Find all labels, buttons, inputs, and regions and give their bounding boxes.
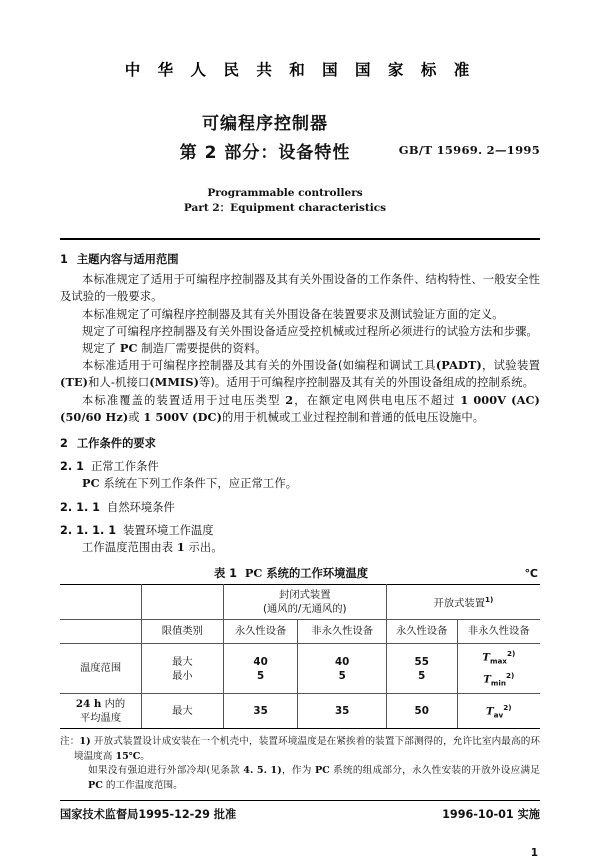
cell-open-nonperm-1 — [457, 644, 540, 694]
section-2-1-title: 正常工作条件 — [90, 460, 159, 474]
note-2-text-c: ，作为 — [281, 765, 315, 777]
p15-part-a: 本标准适用于可编程序控制器及其有关的外围设备(如编程和调试工具 — [82, 359, 436, 373]
implementation-date: 1996-10-01 — [442, 808, 514, 822]
tmax-subscript: max — [489, 656, 507, 666]
operating-temperature-table — [60, 584, 540, 729]
table-row — [60, 644, 540, 694]
note-label: 注： — [60, 736, 80, 748]
table-caption-text: 系统的工作环境温度 — [266, 567, 369, 581]
row-label-average-temperature — [60, 694, 142, 729]
p15-part-e: 和人-机接口 — [88, 376, 150, 390]
title-block — [60, 110, 540, 172]
section-2-1-1-1-number: 2. 1. 1. 1 — [60, 523, 117, 537]
p211-pc-term: PC — [82, 476, 100, 491]
tref-table-num: 1 — [176, 540, 185, 555]
header-blank-2 — [60, 620, 142, 644]
section-2-1-number: 2. 1 — [60, 460, 84, 474]
header-open-permanent: 永久性设备 — [386, 620, 457, 644]
section-1-heading — [60, 251, 540, 268]
header-open-group — [386, 585, 540, 620]
english-title — [60, 186, 540, 216]
note-1-marker: 1) — [79, 736, 91, 748]
p16-part-g: 的用于机械或工业过程控制和普通的低电压设施中。 — [222, 410, 485, 424]
note-2-text-a: 如果没有强迫进行外部冷却(见条款 — [88, 765, 244, 777]
section-2-1-1-title: 自然环境条件 — [107, 500, 175, 514]
p14-pc-term: PC — [119, 341, 138, 356]
p16-voltage-dc: 1 500V (DC) — [143, 409, 223, 424]
p15-part-c: ，试验装置 — [481, 359, 540, 373]
paragraph-1-2: 本标准规定了可编程序控制器及其有关外围设备在装置要求及测试验证方面的定义。 — [82, 307, 504, 321]
approval-date: 1995-12-29 — [138, 808, 210, 822]
note-1 — [60, 735, 540, 764]
paragraph-1-3: 规定了可编程序控制器及有关外围设备适应受控机械或过程所必须进行的试验方法和步骤。 — [82, 324, 538, 338]
symbol-tmax — [460, 647, 538, 668]
cell-enclosed-nonperm-1 — [298, 644, 386, 694]
table-row — [60, 694, 540, 729]
note-1-text-a: 开放式装置设计成安装在一个机壳中，装置环境温度是在紧挨着的装置下部测得的，允许比室内最高的环境温度高 — [74, 736, 540, 762]
enclosed-line-2: (通风的/无通风的) — [262, 603, 347, 616]
cell-enclosed-nonperm-2: 35 — [298, 694, 386, 729]
value-enclosed-perm-max: 40 — [253, 655, 268, 668]
row-label-temperature-range: 温度范围 — [60, 644, 142, 694]
tmin-symbol: T — [483, 673, 491, 686]
table-notes — [60, 735, 540, 793]
cell-open-nonperm-2 — [457, 694, 540, 729]
p16-overvoltage-class: 2 — [285, 392, 294, 407]
paragraph-2-1-1 — [60, 475, 540, 492]
section-2-heading — [60, 435, 540, 452]
section-2-title: 工作条件的要求 — [76, 437, 156, 451]
p16-part-e: 或 — [128, 410, 144, 424]
cell-limit-types-2: 最大 — [142, 694, 224, 729]
approval-organization: 国家技术监督局 — [60, 808, 139, 822]
note-1-text-c: 。 — [140, 750, 150, 762]
cell-enclosed-perm-1 — [223, 644, 298, 694]
title-line-1: 可编程序控制器 — [202, 114, 328, 134]
value-enclosed-perm-min: 5 — [256, 669, 265, 682]
header-corner-blank — [60, 585, 142, 620]
header-open-nonpermanent: 非永久性设备 — [457, 620, 540, 644]
header-limit-type: 限值类别 — [142, 620, 224, 644]
p16-part-c: ，在额定电网供电电压不超过 — [293, 393, 461, 407]
note-2 — [60, 764, 540, 793]
note-2-pc-2: PC — [88, 779, 103, 791]
header-limit-blank — [142, 585, 224, 620]
limit-max-1: 最大 — [172, 655, 193, 668]
header-enclosed-nonpermanent: 非永久性设备 — [298, 620, 386, 644]
avg-label-line-2: 平均温度 — [79, 712, 122, 725]
enclosed-line-1: 封闭式装置 — [279, 589, 331, 602]
tav-symbol: T — [486, 705, 494, 718]
tref-c: 示出。 — [184, 541, 223, 555]
p16-voltage-ac: 1 000V (AC) (50/60 Hz) — [60, 392, 540, 424]
title-line-2: 第 2 部分：设备特性 — [179, 143, 351, 163]
p15-padt-term: (PADT) — [435, 358, 482, 373]
document-footer — [60, 806, 540, 823]
header-enclosed-permanent: 永久性设备 — [223, 620, 298, 644]
open-label: 开放式装置 — [433, 597, 486, 610]
value-enclosed-nonperm-max: 40 — [335, 655, 350, 668]
note-2-text-e: 系统的组成部分，永久性安装的开放外设应满足 — [329, 765, 540, 777]
tav-subscript: av — [493, 710, 504, 720]
document-body — [60, 251, 540, 862]
document-title — [60, 110, 540, 168]
p14-part-c: 制造厂需要提供的资料。 — [137, 342, 267, 356]
paragraph-table-ref — [60, 539, 540, 556]
header-divider — [60, 238, 540, 240]
tmin-subscript: min — [490, 678, 506, 688]
paragraph-1-4 — [60, 340, 540, 357]
value-enclosed-nonperm-min: 5 — [338, 669, 346, 682]
avg-label-rest: 内的 — [101, 698, 126, 711]
avg-24h: 24 h — [75, 698, 102, 711]
approval-info — [60, 806, 236, 823]
symbol-tmin — [460, 669, 538, 690]
approval-word: 批准 — [213, 808, 237, 822]
paragraph-1-6 — [60, 392, 540, 426]
p15-mmis-term: (MMIS) — [149, 375, 200, 390]
table-caption — [60, 565, 540, 582]
table-unit-label: ℃ — [524, 567, 538, 581]
page-number: 1 — [530, 847, 538, 860]
standard-number: GB/T 15969. 2—1995 — [398, 143, 540, 157]
note-2-pc-1: PC — [314, 765, 330, 777]
p14-part-a: 规定了 — [82, 342, 120, 356]
value-open-perm-min: 5 — [418, 669, 426, 682]
national-standard-masthead: 中 华 人 民 共 和 国 国 家 标 准 — [124, 61, 476, 79]
table-header-column-row — [60, 620, 540, 644]
value-open-perm-max: 55 — [414, 655, 429, 668]
section-1-number: 1 — [60, 253, 68, 266]
section-2-1-1-number: 2. 1. 1 — [60, 500, 101, 514]
cell-open-perm-2: 50 — [386, 694, 457, 729]
section-1-title: 主题内容与适用范围 — [76, 253, 179, 266]
table-caption-row — [60, 565, 540, 581]
limit-min-1: 最小 — [172, 669, 193, 682]
section-2-1-1-1-heading — [60, 522, 540, 539]
tmax-symbol: T — [482, 651, 490, 664]
open-footnote-marker: 1) — [485, 595, 494, 605]
footer-divider — [60, 800, 540, 801]
p16-part-a: 本标准覆盖的装置适用于过电压类型 — [82, 393, 286, 407]
section-2-1-1-1-title: 装置环境工作温度 — [123, 523, 214, 537]
english-title-line-2: Part 2：Equipment characteristics — [183, 202, 387, 214]
section-2-number: 2 — [60, 437, 68, 451]
tav-footnote: 2) — [503, 703, 512, 713]
english-title-line-1: Programmable controllers — [207, 187, 363, 199]
implementation-word: 实施 — [517, 808, 540, 822]
note-1-temp-value: 15℃ — [115, 750, 141, 762]
paragraph-1-1: 本标准规定了适用于可编程序控制器及其有关外围设备的工作条件、结构特性、一般安全性及试验的一般要求。 — [60, 273, 540, 304]
avg-label-line-1 — [62, 697, 139, 711]
table-caption-number: 表 1 — [213, 567, 238, 581]
tmin-footnote: 2) — [505, 670, 515, 680]
p211-rest: 系统在下列工作条件下，应正常工作。 — [99, 477, 298, 491]
tmax-footnote: 2) — [506, 649, 516, 659]
paragraph-1-5 — [60, 357, 540, 391]
p15-te-term: (TE) — [60, 375, 89, 390]
cell-enclosed-perm-2: 35 — [223, 694, 298, 729]
tref-a: 工作温度范围由表 — [82, 541, 177, 555]
cell-limit-types-1 — [142, 644, 224, 694]
note-2-text-g: 的工作温度范围。 — [102, 779, 183, 791]
note-2-clause-ref: 4. 5. 1) — [243, 765, 282, 777]
table-caption-pc: PC — [244, 566, 263, 581]
section-2-1-heading — [60, 458, 540, 475]
cell-open-perm-1 — [386, 644, 457, 694]
section-2-1-1-heading — [60, 499, 540, 516]
table-header-group-row — [60, 585, 540, 620]
p15-part-g: 等)。适用于可编程序控制器及其有关的外围设备组成的控制系统。 — [199, 376, 535, 390]
header-enclosed-group — [223, 585, 386, 620]
implementation-info — [442, 806, 540, 823]
